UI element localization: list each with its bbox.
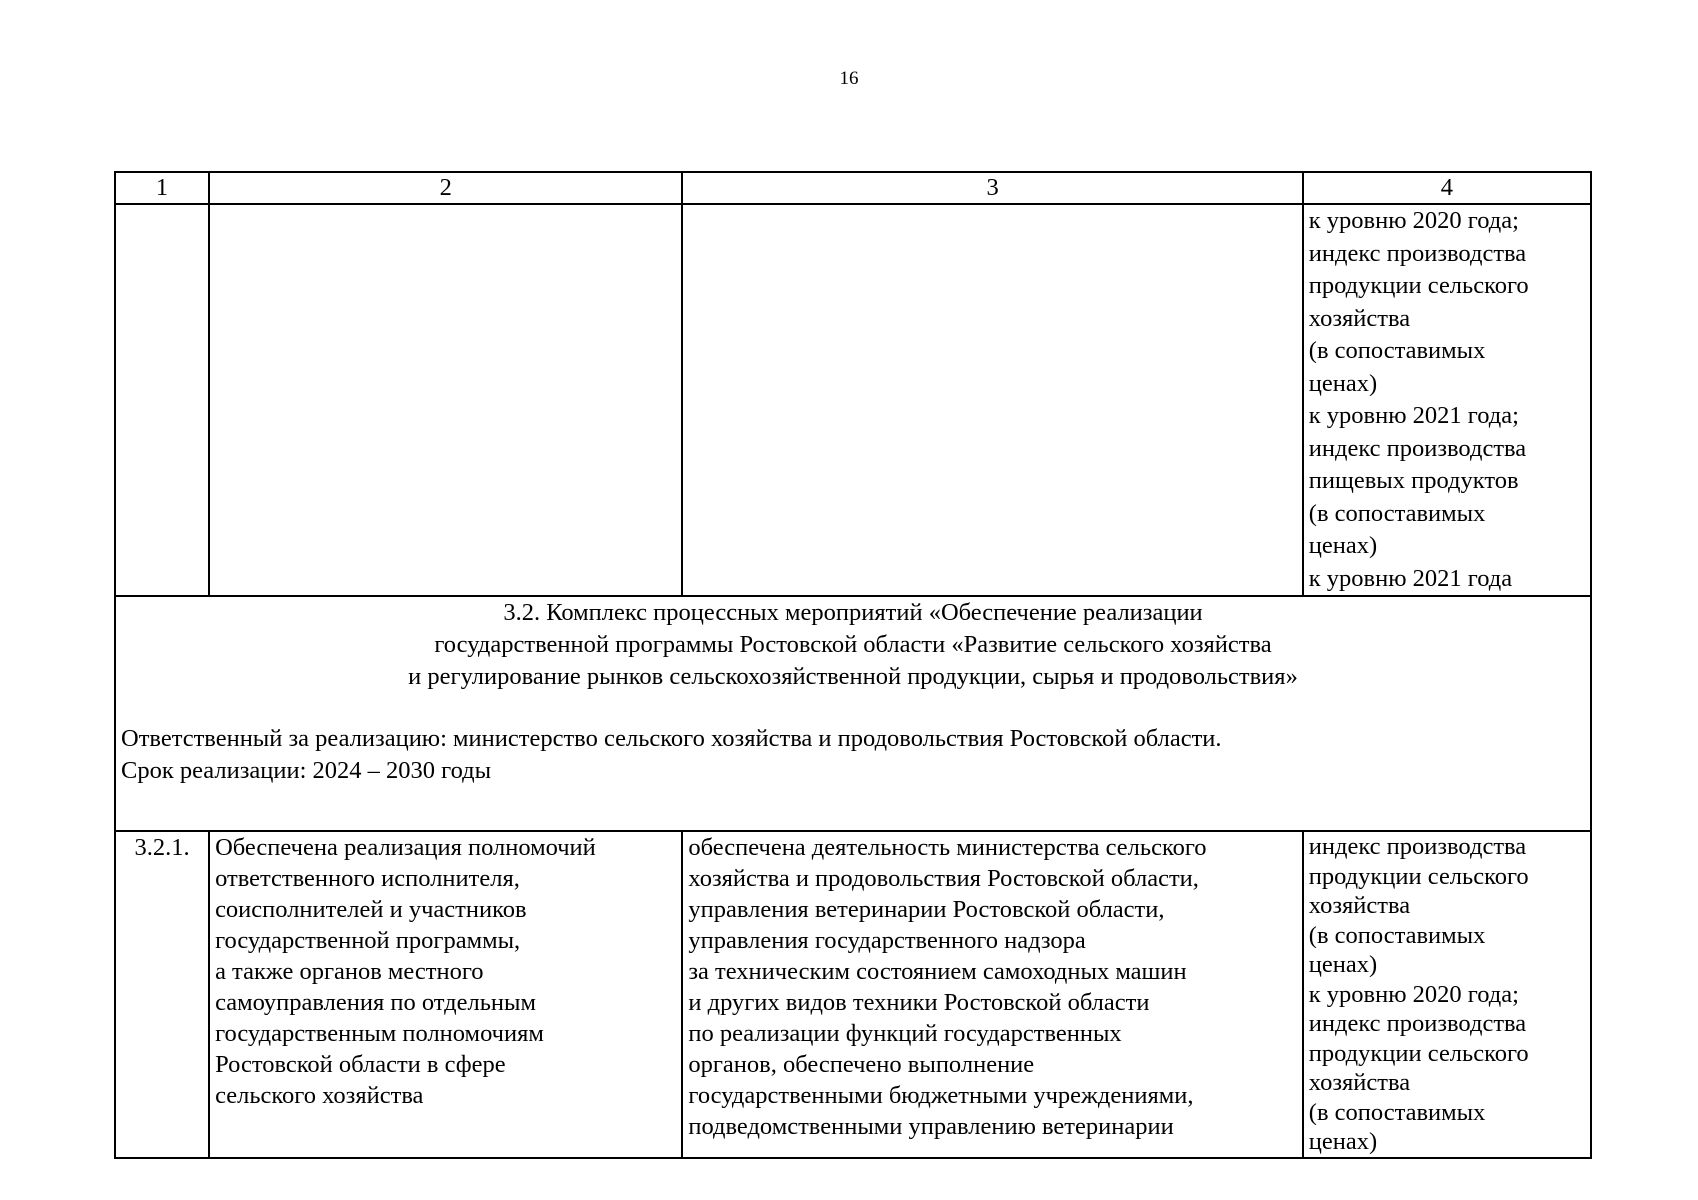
cont-col4-line: к уровню 2021 года	[1308, 564, 1513, 592]
row-col3-line: хозяйства и продовольствия Ростовской области,	[688, 865, 1199, 892]
table-row-3-2-1	[115, 831, 1591, 1158]
row-col2-line: а также органов местного	[215, 958, 484, 985]
page-number: 16	[839, 68, 859, 89]
cont-col4-line: к уровню 2020 года;	[1308, 207, 1519, 234]
row-col2-line: соисполнителей и участников	[215, 896, 527, 923]
row-col-4	[1303, 831, 1591, 1158]
row-col4-line: продукции сельского	[1308, 1039, 1529, 1067]
row-col4-line: хозяйства	[1308, 1069, 1411, 1096]
cont-col-1	[115, 204, 209, 596]
row-col3-line: управления государственного надзора	[688, 927, 1086, 954]
table-row-continuation	[115, 204, 1591, 596]
row-col3-line: за техническим состоянием самоходных машин	[688, 958, 1187, 985]
row-col2-line: государственным полномочиям	[215, 1020, 544, 1047]
section-row	[115, 596, 1591, 831]
cont-col4-line: индекс производства	[1308, 239, 1527, 267]
cont-col-3	[682, 204, 1302, 596]
cont-col-2	[209, 204, 682, 596]
section-title-line: государственной программы Ростовской области «Развитие сельского хозяйства	[434, 631, 1272, 658]
row-col4-line: к уровню 2020 года;	[1308, 980, 1519, 1008]
row-col4-line: продукции сельского	[1308, 862, 1529, 890]
row-col4-line: (в сопоставимых	[1308, 921, 1486, 949]
row-col3-line: и других видов техники Ростовской области	[688, 989, 1150, 1016]
row-col2-line: самоуправления по отдельным	[215, 989, 536, 1016]
cont-col4-line: хозяйства	[1308, 304, 1411, 332]
row-col4-line: индекс производства	[1308, 833, 1527, 860]
row-col4-line: (в сопоставимых	[1308, 1098, 1486, 1126]
cont-col4-line: продукции сельского	[1308, 272, 1529, 299]
header-col-2: 2	[209, 172, 682, 204]
row-number: 3.2.1.	[115, 831, 209, 1158]
cont-col4-line: (в сопоставимых	[1308, 499, 1486, 527]
section-period: Срок реализации: 2024 – 2030 годы	[121, 757, 492, 784]
cont-col4-line: к уровню 2021 года;	[1308, 402, 1519, 429]
cont-col4-line: пищевых продуктов	[1308, 467, 1519, 494]
row-col3-line: государственными бюджетными учреждениями,	[688, 1082, 1194, 1109]
row-col4-line: ценах)	[1308, 951, 1378, 978]
row-col4-line: индекс производства	[1308, 1010, 1527, 1037]
row-col-3	[682, 831, 1302, 1158]
row-col4-line: ценах)	[1308, 1128, 1378, 1155]
measures-table	[114, 171, 1592, 1159]
row-col3-line: органов, обеспечено выполнение	[688, 1051, 1035, 1078]
row-col3-line: по реализации функций государственных	[688, 1020, 1122, 1047]
section-title-line: и регулирование рынков сельскохозяйственной продукции, сырья и продовольствия»	[408, 663, 1298, 690]
row-col-2	[209, 831, 682, 1158]
header-col-4: 4	[1303, 172, 1591, 204]
header-col-3: 3	[682, 172, 1302, 204]
row-col2-line: Обеспечена реализация полномочий	[215, 834, 596, 861]
row-col2-line: Ростовской области в сфере	[215, 1051, 506, 1078]
cont-col4-line: ценах)	[1308, 369, 1378, 397]
section-cell	[115, 596, 1591, 831]
table-header-row	[115, 172, 1591, 204]
section-responsible: Ответственный за реализацию: министерство сельского хозяйства и продовольствия Ростовской области.	[121, 725, 1222, 752]
cont-col-4	[1303, 204, 1591, 596]
row-col3-line: управления ветеринарии Ростовской области,	[688, 896, 1165, 923]
cont-col4-line: (в сопоставимых	[1308, 337, 1486, 364]
row-col2-line: ответственного исполнителя,	[215, 865, 520, 892]
cont-col4-line: ценах)	[1308, 532, 1378, 559]
row-col3-line: подведомственными управлению ветеринарии	[688, 1113, 1174, 1140]
row-col3-line: обеспечена деятельность министерства сельского	[688, 834, 1207, 861]
cont-col4-line: индекс производства	[1308, 434, 1527, 462]
row-col2-line: государственной программы,	[215, 927, 521, 954]
section-title-line: 3.2. Комплекс процессных мероприятий «Обеспечение реализации	[503, 599, 1203, 626]
row-col4-line: хозяйства	[1308, 892, 1411, 919]
header-col-1: 1	[115, 172, 209, 204]
section-title	[121, 597, 1585, 693]
row-col2-line: сельского хозяйства	[215, 1082, 424, 1109]
